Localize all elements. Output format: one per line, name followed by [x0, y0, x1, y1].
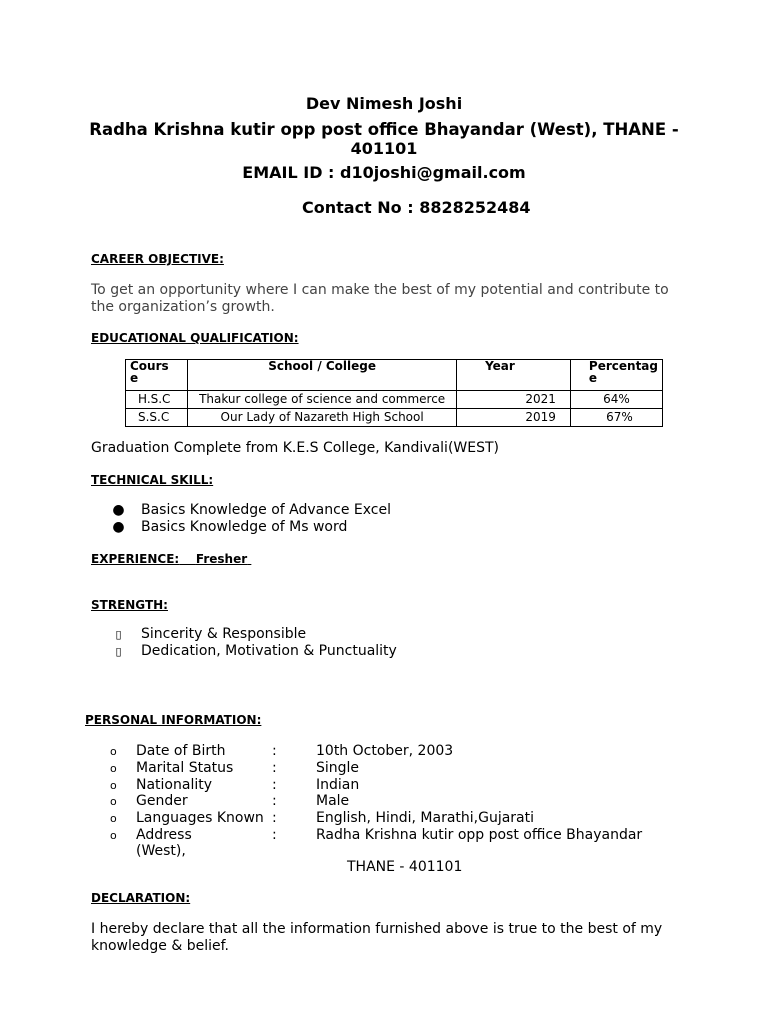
list-item — [110, 827, 710, 844]
declaration-line-2: knowledge & belief. — [91, 938, 229, 954]
list-item: ● Basics Knowledge of Ms word — [96, 519, 391, 536]
experience-line — [91, 552, 251, 566]
technical-skill-list — [96, 502, 391, 536]
missing-glyph-icon: ▯ — [115, 645, 122, 658]
list-item — [110, 810, 710, 827]
separator: : — [272, 810, 277, 826]
separator: : — [272, 743, 277, 759]
declaration-heading: DECLARATION: — [91, 891, 191, 905]
circle-bullet-icon: o — [110, 795, 117, 808]
contact-line: Contact No : 8828252484 — [302, 198, 531, 217]
list-item — [110, 793, 710, 810]
technical-skill-heading: TECHNICAL SKILL: — [91, 473, 214, 487]
career-objective-line-2: the organization’s growth. — [91, 299, 275, 315]
table-row — [126, 409, 663, 427]
graduation-line: Graduation Complete from K.E.S College, Kandivali(WEST) — [91, 440, 499, 456]
address-continuation-2: THANE - 401101 — [347, 859, 463, 875]
info-label: Address — [136, 827, 192, 843]
list-item: ▯ Dedication, Motivation & Punctuality — [96, 643, 397, 660]
education-table — [125, 359, 663, 427]
list-item — [110, 777, 710, 794]
strength-heading: STRENGTH: — [91, 598, 168, 612]
personal-information-heading: PERSONAL INFORMATION: — [85, 713, 262, 727]
separator: : — [272, 793, 277, 809]
circle-bullet-icon: o — [110, 779, 117, 792]
bullet-icon: ● — [112, 502, 125, 518]
info-value: 10th October, 2003 — [316, 743, 454, 759]
info-label: Nationality — [136, 777, 213, 793]
col-header-year: Year — [457, 360, 571, 391]
cell-course: H.S.C — [126, 391, 188, 409]
info-label: Gender — [136, 793, 188, 809]
separator: : — [272, 827, 277, 843]
cell-course: S.S.C — [126, 409, 188, 427]
declaration-line-1: I hereby declare that all the information furnished above is true to the best of my — [91, 921, 663, 937]
col-header-course: Cours e — [126, 360, 188, 391]
missing-glyph-icon: ▯ — [115, 628, 122, 641]
experience-value: Fresher — [195, 552, 248, 566]
career-objective-line-1: To get an opportunity where I can make the best of my potential and contribute to — [91, 282, 669, 298]
circle-bullet-icon: o — [110, 745, 117, 758]
info-label: Marital Status — [136, 760, 234, 776]
address-continuation-1: (West), — [136, 843, 186, 859]
col-header-percentage: Percentag e — [570, 360, 662, 391]
cell-school: Our Lady of Nazareth High School — [188, 409, 457, 427]
table-row — [126, 391, 663, 409]
cell-year: 2021 — [457, 391, 571, 409]
list-item: ▯ Sincerity & Responsible — [96, 626, 397, 643]
cell-school: Thakur college of science and commerce — [188, 391, 457, 409]
experience-heading: EXPERIENCE: — [91, 552, 180, 566]
address-line-1: Radha Krishna kutir opp post office Bhayandar (West), THANE - — [89, 120, 679, 139]
list-item: ● Basics Knowledge of Advance Excel — [96, 502, 391, 519]
separator: : — [272, 760, 277, 776]
career-objective-heading: CAREER OBJECTIVE: — [91, 252, 224, 266]
cell-percentage: 64% — [570, 391, 662, 409]
circle-bullet-icon: o — [110, 829, 117, 842]
list-item — [110, 760, 710, 777]
info-label: Date of Birth — [136, 743, 226, 759]
separator: : — [272, 777, 277, 793]
info-label: Languages Known — [136, 810, 264, 826]
strength-list — [96, 626, 397, 660]
info-value: Single — [316, 760, 360, 776]
info-value: Male — [316, 793, 350, 809]
info-value: Radha Krishna kutir opp post office Bhayandar — [316, 827, 643, 843]
education-heading: EDUCATIONAL QUALIFICATION: — [91, 331, 299, 345]
email-line: EMAIL ID : d10joshi@gmail.com — [242, 163, 526, 182]
info-value: Indian — [316, 777, 360, 793]
col-header-school: School / College — [188, 360, 457, 391]
info-value: English, Hindi, Marathi,Gujarati — [316, 810, 535, 826]
list-item — [110, 743, 710, 760]
candidate-name: Dev Nimesh Joshi — [305, 94, 463, 113]
bullet-icon: ● — [112, 519, 125, 535]
address-line-2: 401101 — [350, 139, 418, 158]
circle-bullet-icon: o — [110, 762, 117, 775]
cell-year: 2019 — [457, 409, 571, 427]
circle-bullet-icon: o — [110, 812, 117, 825]
cell-percentage: 67% — [570, 409, 662, 427]
education-table-header-row — [126, 360, 663, 391]
